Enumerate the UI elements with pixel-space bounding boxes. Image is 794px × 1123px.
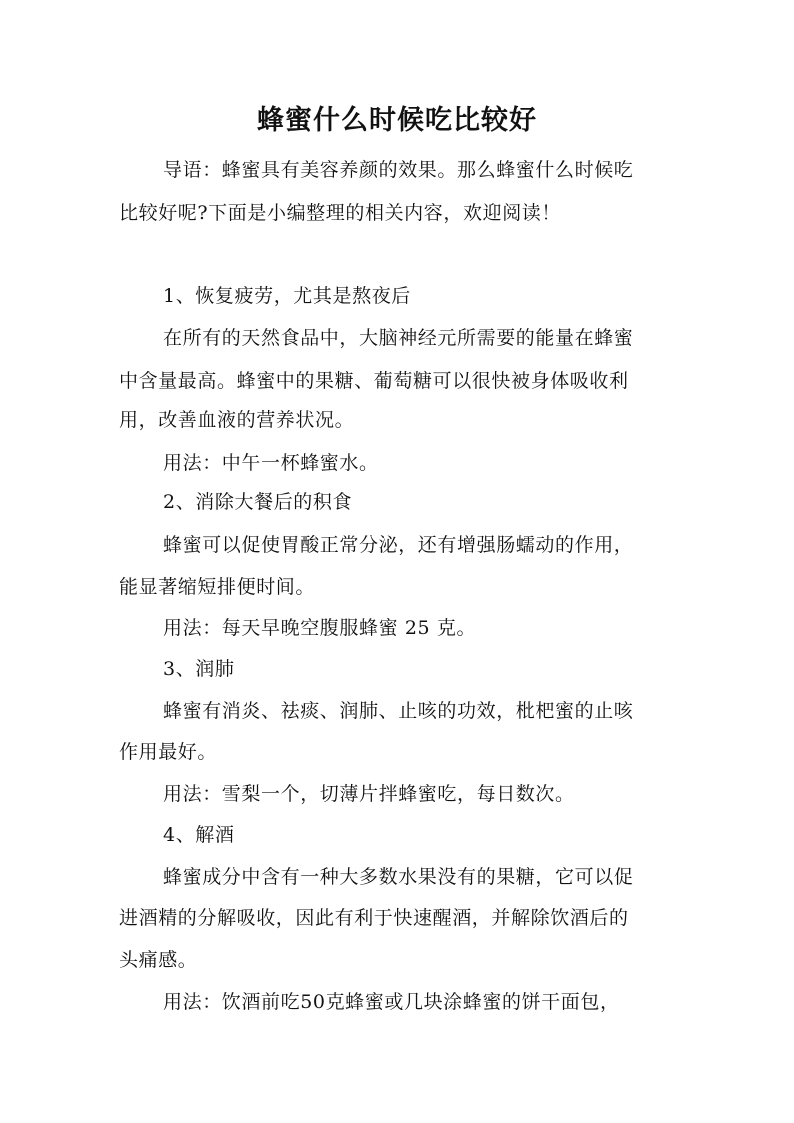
section-1-usage: 用法：中午一杯蜂蜜水。 (163, 452, 379, 474)
section-1-body-line-1: 在所有的天然食品中，大脑神经元所需要的能量在蜂蜜 (163, 327, 634, 349)
section-2-heading: 2、消除大餐后的积食 (163, 491, 353, 513)
section-2-body-line-2: 能显著缩短排便时间。 (119, 576, 316, 598)
intro-line-2: 比较好呢?下面是小编整理的相关内容，欢迎阅读！ (119, 202, 561, 224)
section-3-heading: 3、润肺 (163, 658, 235, 680)
document-title: 蜂蜜什么时候吃比较好 (257, 105, 537, 136)
intro-line-1: 导语：蜂蜜具有美容养颜的效果。那么蜂蜜什么时候吃 (163, 159, 634, 181)
section-1-body-line-2: 中含量最高。蜂蜜中的果糖、葡萄糖可以很快被身体吸收利 (119, 370, 629, 392)
section-4-body-line-1: 蜂蜜成分中含有一种大多数水果没有的果糖，它可以促 (163, 866, 634, 888)
section-3-body-line-1: 蜂蜜有消炎、祛痰、润肺、止咳的功效，枇杷蜜的止咳 (163, 700, 634, 722)
section-4-body-line-2: 进酒精的分解吸收，因此有利于快速醒酒，并解除饮酒后的 (119, 907, 629, 929)
section-3-usage: 用法：雪梨一个，切薄片拌蜂蜜吃，每日数次。 (163, 783, 575, 805)
section-1-heading: 1、恢复疲劳，尤其是熬夜后 (163, 285, 411, 307)
section-1-body-line-3: 用，改善血液的营养状况。 (119, 409, 355, 431)
section-2-body-line-1: 蜂蜜可以促使胃酸正常分泌，还有增强肠蠕动的作用， (163, 534, 634, 556)
section-2-usage: 用法：每天早晚空腹服蜂蜜 25 克。 (163, 617, 477, 639)
section-4-heading: 4、解酒 (163, 824, 235, 846)
section-4-usage: 用法：饮酒前吃50克蜂蜜或几块涂蜂蜜的饼干面包， (163, 991, 620, 1013)
section-3-body-line-2: 作用最好。 (119, 741, 218, 763)
section-4-body-line-3: 头痛感。 (119, 949, 198, 971)
